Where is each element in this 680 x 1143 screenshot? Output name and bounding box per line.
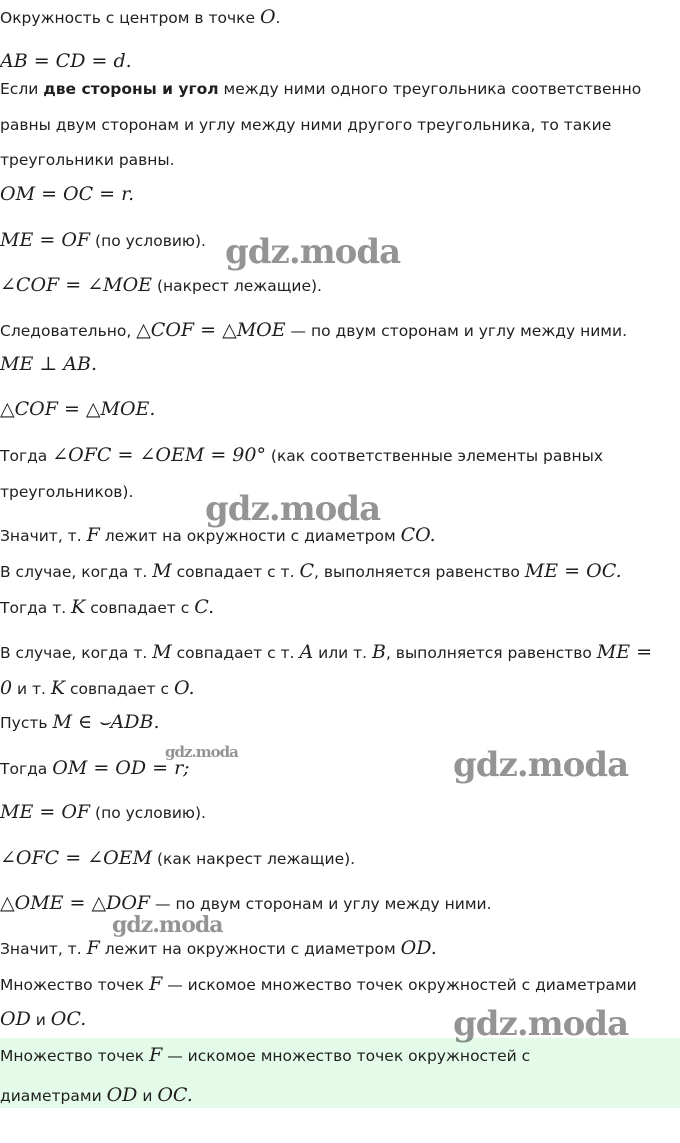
text: . bbox=[186, 1084, 193, 1106]
text: совпадает с bbox=[85, 599, 195, 617]
math: OM = OC = r bbox=[0, 183, 129, 205]
line-22 bbox=[0, 847, 680, 869]
text: Значит, т. bbox=[0, 940, 87, 958]
line-15 bbox=[0, 560, 680, 582]
answer-line-2 bbox=[0, 1084, 680, 1106]
text: В случае, когда т. bbox=[0, 563, 153, 581]
text: лежит на окружности с диаметром bbox=[99, 940, 401, 958]
text: Следовательно, bbox=[0, 322, 137, 340]
text: . bbox=[149, 398, 156, 420]
text: диаметрами bbox=[0, 1087, 107, 1105]
line-16 bbox=[0, 596, 680, 618]
text: — по двум сторонам и углу между ними. bbox=[150, 895, 492, 913]
math: M bbox=[152, 641, 172, 663]
text: — искомое множество точек окружностей с диаметрами bbox=[162, 976, 637, 994]
text: Если bbox=[0, 80, 44, 98]
text: . bbox=[90, 353, 98, 375]
math: K bbox=[50, 677, 66, 699]
math: O bbox=[173, 677, 189, 699]
watermark: gdz.moda bbox=[453, 1004, 629, 1044]
bold-text: две стороны и угол bbox=[43, 80, 219, 98]
math: OM = OD = r bbox=[52, 757, 184, 779]
line-4: равны двум сторонам и углу между ними другого треугольника, то такие bbox=[0, 116, 612, 134]
line-23 bbox=[0, 892, 680, 914]
math: K bbox=[71, 596, 86, 618]
line-3 bbox=[0, 80, 680, 98]
text: (накрест лежащие). bbox=[152, 277, 322, 295]
math: △COF = △MOE bbox=[0, 398, 150, 420]
math: C bbox=[299, 560, 314, 582]
line-6 bbox=[0, 183, 680, 205]
text: (как соответственные элементы равных bbox=[265, 447, 604, 465]
answer-line-1 bbox=[0, 1044, 680, 1066]
text: или т. bbox=[313, 644, 372, 662]
math: A bbox=[299, 641, 314, 663]
text: . bbox=[430, 937, 437, 959]
math: F bbox=[149, 973, 163, 995]
text: , выполняется равенство bbox=[314, 563, 525, 581]
text: (как накрест лежащие). bbox=[152, 850, 356, 868]
math: M ∈ ⌣ADB bbox=[52, 711, 154, 733]
text: . bbox=[188, 677, 195, 699]
text: — искомое множество точек окружностей с bbox=[162, 1047, 531, 1065]
line-5: треугольники равны. bbox=[0, 151, 175, 169]
text: совпадает с bbox=[65, 680, 174, 698]
text: Тогда bbox=[0, 447, 53, 465]
math: ∠OFC = ∠OEM = 90° bbox=[52, 444, 266, 466]
math: OC bbox=[50, 1008, 81, 1030]
watermark: gdz.moda bbox=[112, 912, 223, 938]
math: OD bbox=[106, 1084, 138, 1106]
watermark: gdz.moda bbox=[225, 232, 401, 272]
math: OD bbox=[0, 1008, 31, 1030]
math: OC bbox=[157, 1084, 187, 1106]
line-25 bbox=[0, 973, 680, 995]
math: △OME = △DOF bbox=[0, 892, 151, 914]
text: между ними одного треугольника соответственно bbox=[218, 80, 642, 98]
math: 0 bbox=[0, 677, 13, 699]
text: . bbox=[128, 183, 135, 205]
math: CO bbox=[400, 524, 430, 546]
math: M bbox=[152, 560, 172, 582]
text: (по условию). bbox=[90, 232, 206, 250]
line-21 bbox=[0, 801, 680, 823]
text: . bbox=[80, 1008, 87, 1030]
text: В случае, когда т. bbox=[0, 644, 153, 662]
text: Значит, т. bbox=[0, 527, 87, 545]
text: Пусть bbox=[0, 714, 53, 732]
math: ME = OF bbox=[0, 229, 91, 251]
math: ME = OF bbox=[0, 801, 91, 823]
math: ∠COF = ∠MOE bbox=[0, 274, 153, 296]
math: △COF = △MOE bbox=[136, 319, 286, 341]
math: ME ⊥ AB bbox=[0, 353, 91, 375]
math: OD bbox=[400, 937, 431, 959]
math: AB = CD = d bbox=[0, 50, 126, 72]
line-9 bbox=[0, 319, 680, 341]
math: ME = OC bbox=[524, 560, 616, 582]
line-2 bbox=[0, 50, 680, 72]
line-10 bbox=[0, 353, 680, 375]
text: . bbox=[208, 596, 215, 618]
text: Множество точек bbox=[0, 976, 150, 994]
line-24 bbox=[0, 937, 680, 959]
text: . bbox=[275, 9, 281, 27]
watermark: gdz.moda bbox=[205, 489, 381, 529]
text: ; bbox=[183, 757, 190, 779]
text: (по условию). bbox=[90, 804, 206, 822]
math: F bbox=[149, 1044, 163, 1066]
text: и bbox=[137, 1087, 158, 1105]
line-17 bbox=[0, 641, 680, 663]
math: O bbox=[259, 6, 276, 28]
math: F bbox=[86, 524, 100, 546]
math: C bbox=[194, 596, 209, 618]
line-12 bbox=[0, 444, 680, 466]
line-13: треугольников). bbox=[0, 483, 134, 501]
text: и bbox=[30, 1011, 51, 1029]
text: — по двум сторонам и углу между ними. bbox=[285, 322, 627, 340]
text: , выполняется равенство bbox=[385, 644, 597, 662]
text: совпадает с т. bbox=[171, 644, 300, 662]
line-8 bbox=[0, 274, 680, 296]
line-11 bbox=[0, 398, 680, 420]
line-18 bbox=[0, 677, 680, 699]
line-1 bbox=[0, 6, 680, 28]
math: F bbox=[86, 937, 100, 959]
watermark: gdz.moda bbox=[453, 745, 629, 785]
math: ME = bbox=[596, 641, 653, 663]
text: Тогда bbox=[0, 760, 53, 778]
text: . bbox=[615, 560, 622, 582]
math: ∠OFC = ∠OEM bbox=[0, 847, 153, 869]
text: лежит на окружности с диаметром bbox=[99, 527, 401, 545]
text: . bbox=[153, 711, 160, 733]
text: Множество точек bbox=[0, 1047, 150, 1065]
text: . bbox=[125, 50, 132, 72]
math: B bbox=[371, 641, 386, 663]
text: Тогда т. bbox=[0, 599, 72, 617]
text: Окружность с центром в точке bbox=[0, 9, 260, 27]
line-19 bbox=[0, 711, 680, 733]
text: совпадает с т. bbox=[171, 563, 300, 581]
text: и т. bbox=[12, 680, 51, 698]
text: . bbox=[429, 524, 436, 546]
watermark: gdz.moda bbox=[165, 743, 238, 761]
